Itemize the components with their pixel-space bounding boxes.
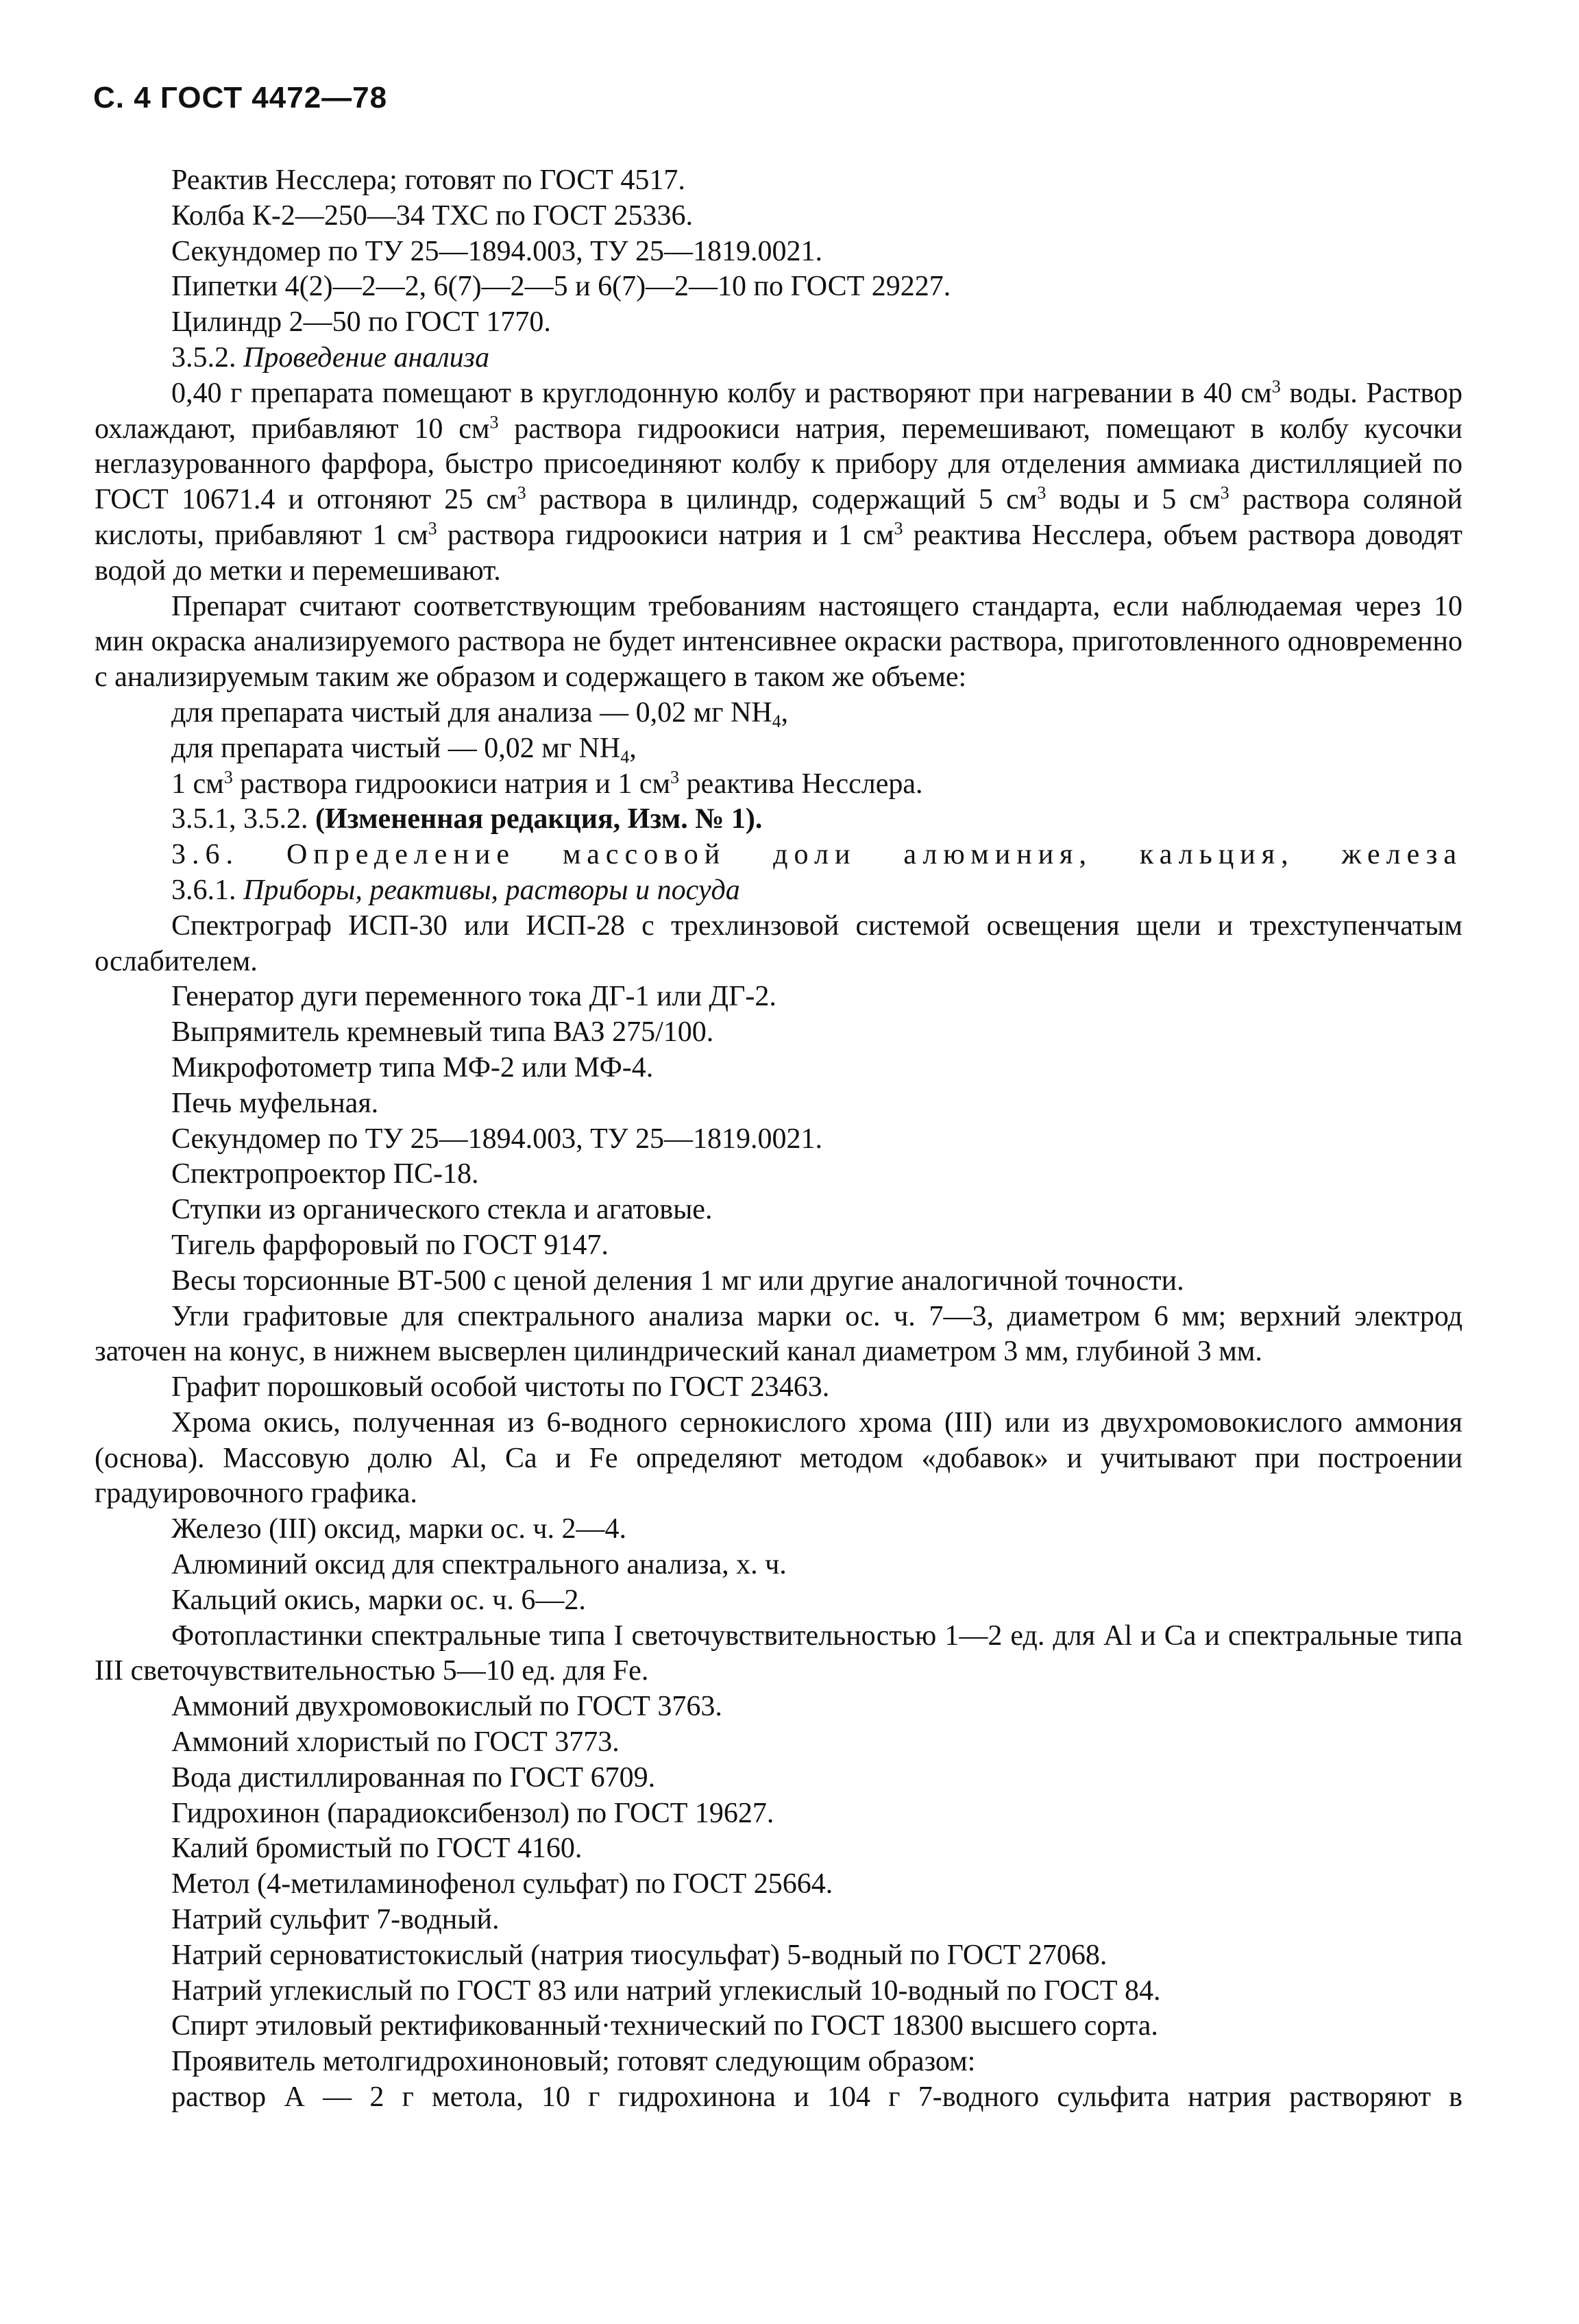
- equipment-item: Аммоний хлористый по ГОСТ 3773.: [171, 1726, 620, 1759]
- reagent-line: Пипетки 4(2)—2—2, 6(7)—2—5 и 6(7)—2—10 по ГОСТ 29227.: [171, 271, 951, 303]
- equipment-item: Калий бромистый по ГОСТ 4160.: [171, 1833, 583, 1865]
- section-heading-3-6-1: [95, 873, 1462, 909]
- reagent-line: Секундомер по ТУ 25—1894.003, ТУ 25—1819.0021.: [171, 235, 823, 267]
- section-title: Приборы, реактивы, растворы и посуда: [243, 874, 740, 906]
- equipment-item: Алюминий оксид для спектрального анализа, х. ч.: [171, 1549, 787, 1581]
- equipment-item: Фотопластинки спектральные типа I светочувствительностью 1—2 ед. для Al и Ca и спектральные типа III светочувствительностью 5—10 ед. для Fe.: [95, 1619, 1462, 1687]
- criteria-line: 1 $см^3$ раствора гидроокиси натрия и 1 $см^3$ реактива Несслера.: [171, 767, 923, 800]
- equipment-item: Аммоний двухромовокислый по ГОСТ 3763.: [171, 1691, 722, 1723]
- equipment-item: Натрий серноватистокислый (натрия тиосульфат) 5-водный по ГОСТ 27068.: [171, 1939, 1107, 1971]
- equipment-item: Графит порошковый особой чистоты по ГОСТ 23463.: [171, 1371, 830, 1404]
- equipment-item: Секундомер по ТУ 25—1894.003, ТУ 25—1819.0021.: [171, 1123, 823, 1155]
- equipment-item: Спектрограф ИСП-30 или ИСП-28 с трехлинзовой системой освещения щели и трехступенчатым ослабителем.: [95, 909, 1462, 977]
- document-body: [95, 163, 1462, 2116]
- equipment-item: Гидрохинон (парадиоксибензол) по ГОСТ 19627.: [171, 1797, 774, 1829]
- section-heading-3-5-2: [95, 341, 1462, 376]
- equipment-item: Спирт этиловый ректификованный·технический по ГОСТ 18300 высшего сорта.: [171, 2010, 1158, 2042]
- equipment-item: раствор А — 2 г метола, 10 г гидрохинона и 104 г 7-водного сульфита натрия растворяют в: [171, 2081, 1462, 2114]
- equipment-item: Натрий углекислый по ГОСТ 83 или натрий углекислый 10-водный по ГОСТ 84.: [171, 1974, 1161, 2007]
- criteria-paragraph: Препарат считают соответствующим требованиям настоящего стандарта, если наблюдаемая через 10 мин окраска анализируемого раствора не будет интенсивнее окраски раствора, приготовленного одновременно с анализируемым таким же образом и содержащего в таком же объеме:: [95, 590, 1462, 694]
- reagent-line: Цилиндр 2—50 по ГОСТ 1770.: [171, 306, 551, 339]
- reagent-line: Колба К-2—250—34 ТХС по ГОСТ 25336.: [171, 199, 693, 232]
- equipment-item: Генератор дуги переменного тока ДГ-1 или ДГ-2.: [171, 981, 776, 1013]
- equipment-item: Железо (III) оксид, марки ос. ч. 2—4.: [171, 1513, 627, 1545]
- equipment-item: Тигель фарфоровый по ГОСТ 9147.: [171, 1229, 609, 1261]
- section-number: 3.5.2.: [171, 341, 236, 374]
- equipment-item: Угли графитовые для спектрального анализа марки ос. ч. 7—3, диаметром 6 мм; верхний электрод заточен на конус, в нижнем высверлен цилиндрический канал диаметром 3 мм, глубиной 3 мм.: [95, 1300, 1462, 1368]
- analysis-paragraph: 0,40 г препарата помещают в круглодонную колбу и растворяют при нагревании в 40 $см^3$ воды. Раствор охлаждают, прибавляют 10 $см^3$ раствора гидроокиси натрия, перемешивают, помещают в колбу кусочки неглазурованного фарфора, быстро присоединяют колбу к прибору для отделения аммиака дистилляцией по ГОСТ 10671.4 и отгоняют 25 $см^3$ раствора в цилиндр, содержащий 5 $см^3$ воды и 5 $см^3$ раствора соляной кислоты, прибавляют 1 $см^3$ раствора гидроокиси натрия и 1 $см^3$ реактива Несслера, объем раствора доводят водой до метки и перемешивают.: [95, 376, 1462, 587]
- equipment-item: Печь муфельная.: [171, 1087, 379, 1119]
- equipment-item: Хрома окись, полученная из 6-водного сернокислого хрома (III) или из двухромовокислого аммония (основа). Массовую долю Al, Ca и Fe определяют методом «добавок» и учитывают при построении градуировочного графика.: [95, 1406, 1462, 1510]
- amendment-note: 3.5.1, 3.5.2. (Измененная редакция, Изм. № 1).: [171, 803, 763, 835]
- equipment-item: Метол (4-метиламинофенол сульфат) по ГОСТ 25664.: [171, 1868, 833, 1900]
- equipment-item: Вода дистиллированная по ГОСТ 6709.: [171, 1761, 656, 1794]
- section-title: Проведение анализа: [243, 341, 490, 374]
- reagent-line: Реактив Несслера; готовят по ГОСТ 4517.: [171, 164, 685, 196]
- page-header: С. 4 ГОСТ 4472—78: [93, 81, 388, 114]
- equipment-item: Кальций окись, марки ос. ч. 6—2.: [171, 1584, 586, 1616]
- equipment-item: Ступки из органического стекла и агатовые.: [171, 1194, 713, 1226]
- section-heading-3-6: 3.6. Определение массовой доли алюминия, кальция, железа: [171, 839, 1462, 871]
- equipment-item: Выпрямитель кремневый типа ВАЗ 275/100.: [171, 1016, 714, 1049]
- equipment-item: Спектропроектор ПС-18.: [171, 1158, 479, 1190]
- equipment-item: Весы торсионные ВТ-500 с ценой деления 1 мг или другие аналогичной точности.: [171, 1264, 1184, 1297]
- equipment-item: Проявитель метолгидрохиноновый; готовят следующим образом:: [171, 2046, 976, 2078]
- criteria-line: для препарата чистый для анализа — 0,02 мг $NH_4$,: [171, 696, 789, 731]
- section-number: 3.6.1.: [171, 874, 236, 906]
- equipment-item: Натрий сульфит 7-водный.: [171, 1904, 500, 1936]
- equipment-item: Микрофотометр типа МФ-2 или МФ-4.: [171, 1051, 654, 1084]
- criteria-line: для препарата чистый — 0,02 мг $NH_4$,: [171, 732, 637, 767]
